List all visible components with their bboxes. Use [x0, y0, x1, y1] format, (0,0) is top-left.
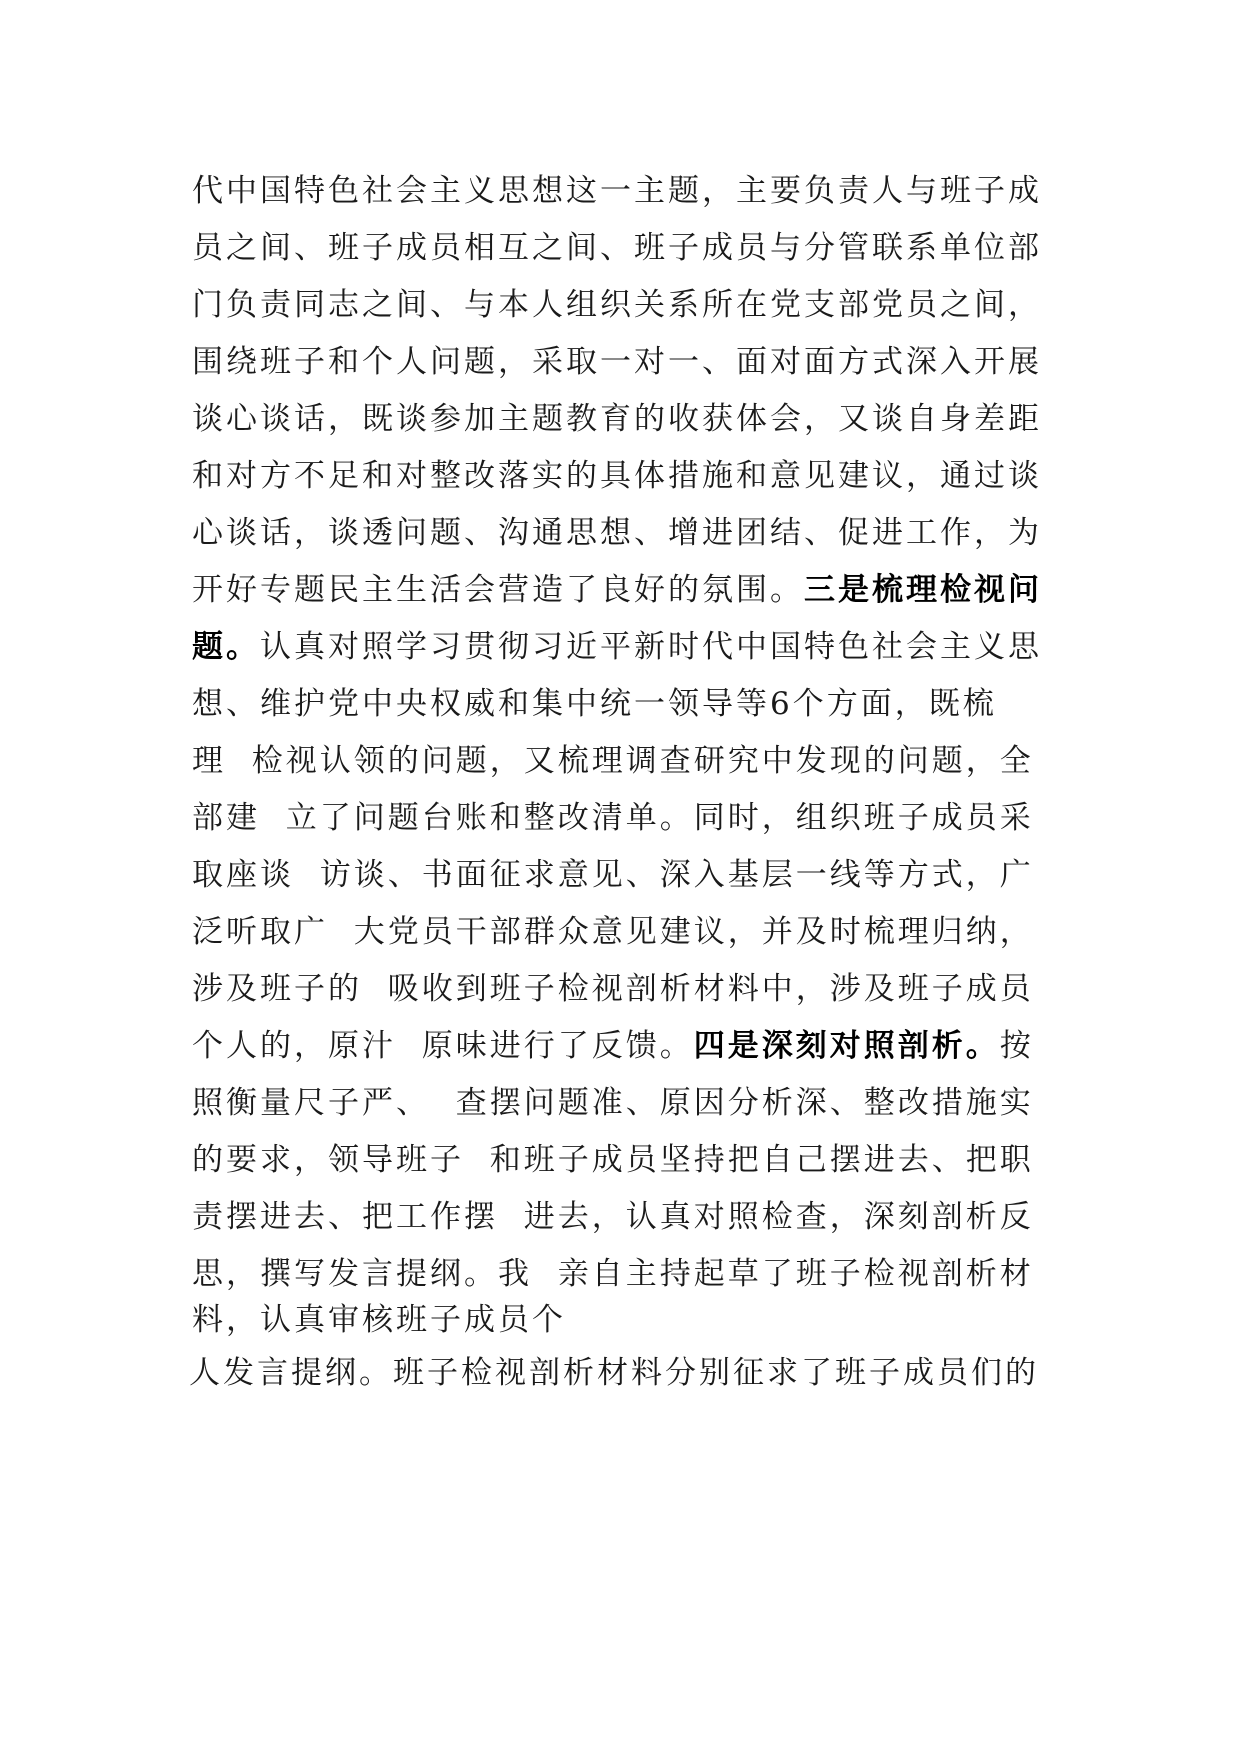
body-text: 的要求，领导班子 和班子成员坚持把自己摆进去、把职: [192, 1142, 1034, 1178]
body-text: 和对方不足和对整改落实的具体措施和意见建议，通过谈: [192, 458, 1042, 494]
body-text: 围绕班子和个人问题，采取一对一、面对面方式深入开展: [192, 344, 1042, 380]
body-text: 人发言提纲。班子检视剖析材料分别征求了班子成员们的: [189, 1355, 1039, 1391]
text-line: [192, 1075, 1052, 1132]
text-line: [192, 847, 1052, 904]
body-text: 取座谈 访谈、书面征求意见、深入基层一线等方式，广: [192, 857, 1034, 893]
bold-heading-text: 三是梳理检视问: [804, 572, 1042, 608]
text-line: [192, 1189, 1052, 1246]
body-text: 门负责同志之间、与本人组织关系所在党支部党员之间，: [192, 287, 1042, 323]
body-text: 个人的，原汁 原味进行了反馈。: [192, 1028, 694, 1064]
text-line: [192, 562, 1052, 619]
text-line: [192, 277, 1052, 334]
bold-heading-text: 题。: [192, 629, 260, 665]
text-line: [192, 505, 1052, 562]
body-text: 泛听取广 大党员干部群众意见建议，并及时梳理归纳，: [192, 914, 1034, 950]
body-text: 谈心谈话，既谈参加主题教育的收获体会，又谈自身差距: [192, 401, 1042, 437]
body-text: 思，撰写发言提纲。我 亲自主持起草了班子检视剖析材: [192, 1256, 1034, 1292]
body-text: 理 检视认领的问题，又梳理调查研究中发现的问题，全: [192, 743, 1034, 779]
text-line: [192, 1018, 1052, 1075]
text-line: [192, 448, 1052, 505]
body-text: 责摆进去、把工作摆 进去，认真对照检查，深刻剖析反: [192, 1199, 1034, 1235]
body-text: 部建 立了问题台账和整改清单。同时，组织班子成员采: [192, 800, 1034, 836]
body-text: 照衡量尺子严、 查摆问题准、原因分析深、整改措施实: [192, 1085, 1034, 1121]
text-line: [192, 1246, 1052, 1303]
text-line: [192, 961, 1052, 1018]
text-line: [192, 733, 1052, 790]
body-text: 心谈话，谈透问题、沟通思想、增进团结、促进工作，为: [192, 515, 1042, 551]
body-text: 认真对照学习贯彻习近平新时代中国特色社会主义思: [260, 629, 1042, 665]
body-text: 开好专题民主生活会营造了良好的氛围。: [192, 572, 804, 608]
body-text: 涉及班子的 吸收到班子检视剖析材料中，涉及班子成员: [192, 971, 1034, 1007]
text-line: [192, 1303, 1052, 1337]
text-line: [192, 1132, 1052, 1189]
text-line: [192, 904, 1052, 961]
text-line: [192, 220, 1052, 277]
bold-heading-text: 四是深刻对照剖析。: [693, 1028, 1000, 1064]
body-text: 料，认真审核班子成员个: [192, 1302, 566, 1338]
body-text: 想、维护党中央权威和集中统一领导等6个方面，既梳: [192, 686, 997, 722]
document-body-text: [189, 163, 1052, 1402]
text-line: [192, 334, 1052, 391]
body-text: 代中国特色社会主义思想这一主题，主要负责人与班子成: [192, 173, 1042, 209]
text-line: [192, 163, 1052, 220]
body-text: 按: [999, 1028, 1034, 1064]
text-line: [192, 619, 1052, 676]
text-line: [192, 391, 1052, 448]
text-line: [192, 676, 1052, 733]
body-text: 员之间、班子成员相互之间、班子成员与分管联系单位部: [192, 230, 1042, 266]
text-line: [192, 790, 1052, 847]
text-line: [189, 1345, 1049, 1402]
